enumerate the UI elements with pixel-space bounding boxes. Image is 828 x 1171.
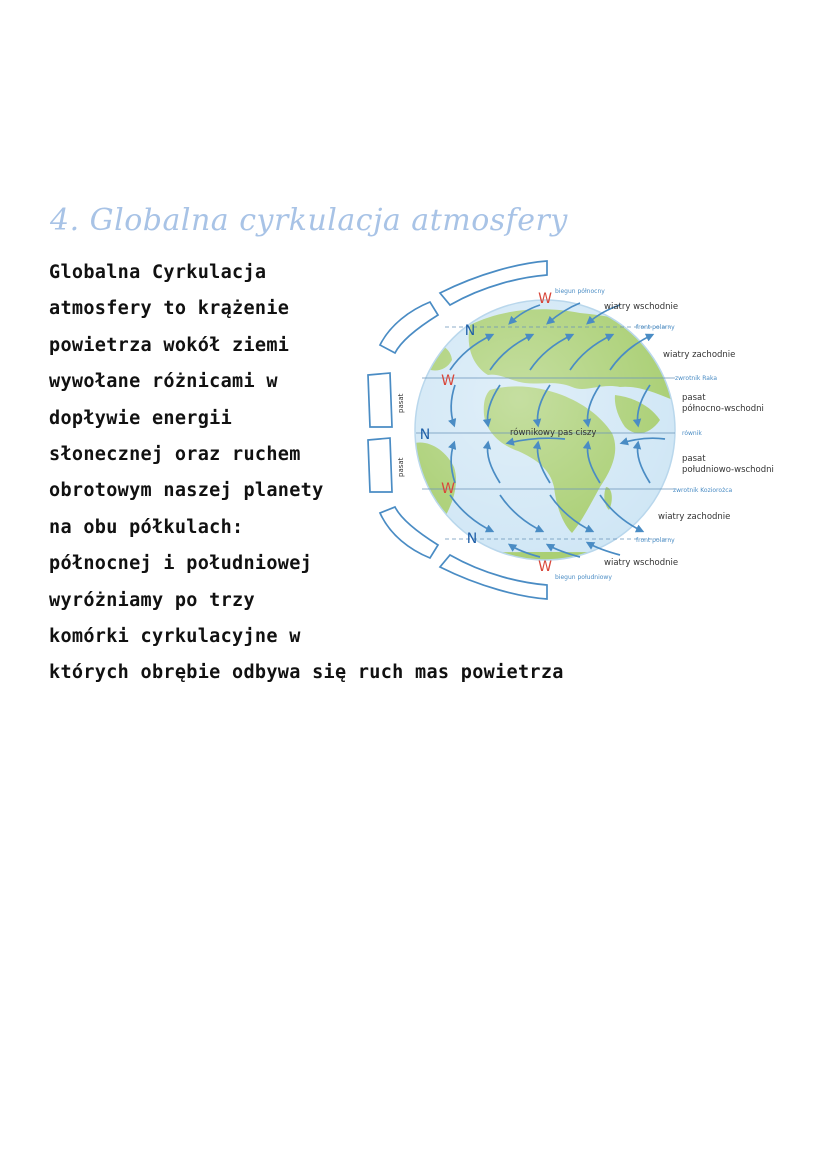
paragraph-line: których obrębie odbywa się ruch mas powietrza bbox=[49, 662, 564, 684]
pressure-marker-high: W bbox=[441, 481, 455, 497]
paragraph-line: słonecznej oraz ruchem bbox=[49, 443, 301, 465]
label-trade-wind-cell-south: pasat bbox=[397, 457, 405, 477]
label-polar-front-north: front polarny bbox=[636, 324, 675, 331]
label-trade-wind-cell-north: pasat bbox=[397, 393, 405, 413]
label-westerlies-north: wiatry zachodnie bbox=[663, 350, 736, 360]
label-tropic-of-capricorn: zwrotnik Koziorożca bbox=[673, 487, 733, 494]
paragraph-line: atmosfery to krążenie bbox=[49, 298, 290, 320]
label-north-pole: biegun północny bbox=[555, 288, 605, 295]
polar-cell-south bbox=[440, 555, 547, 599]
label-polar-easterlies-south: wiatry wschodnie bbox=[604, 558, 679, 568]
pressure-marker-low: N bbox=[466, 531, 478, 547]
paragraph-line: komórki cyrkulacyjne w bbox=[49, 625, 301, 647]
label-south-pole: biegun południowy bbox=[555, 574, 612, 581]
ferrel-cell-south bbox=[380, 507, 438, 558]
label-polar-easterlies-north: wiatry wschodnie bbox=[604, 302, 679, 312]
paragraph-line: wyróżniamy po trzy bbox=[49, 589, 255, 611]
pressure-marker-high: W bbox=[538, 291, 552, 307]
polar-cell-north bbox=[440, 261, 547, 305]
paragraph-line: dopływie energii bbox=[49, 407, 233, 429]
label-ne-trade-wind-direction: północno-wschodni bbox=[682, 404, 764, 414]
paragraph-line: północnej i południowej bbox=[49, 553, 313, 575]
hadley-cell-north bbox=[368, 373, 392, 427]
label-equator: równik bbox=[682, 430, 702, 437]
paragraph-line: wywołane różnicami w bbox=[49, 371, 278, 393]
label-doldrums: równikowy pas ciszy bbox=[510, 428, 597, 438]
label-ne-trade-wind: pasat bbox=[682, 393, 706, 403]
pressure-marker-high: W bbox=[538, 559, 552, 575]
pressure-marker-low: N bbox=[419, 427, 431, 443]
ferrel-cell-north bbox=[380, 302, 438, 353]
atmospheric-circulation-diagram bbox=[350, 255, 780, 605]
paragraph-line: obrotowym naszej planety bbox=[49, 480, 324, 502]
paragraph-line: Globalna Cyrkulacja bbox=[49, 262, 267, 283]
label-polar-front-south: front polarny bbox=[636, 537, 675, 544]
pressure-marker-high: W bbox=[441, 373, 455, 389]
paragraph-line: powietrza wokół ziemi bbox=[49, 334, 290, 356]
label-westerlies-south: wiatry zachodnie bbox=[658, 512, 731, 522]
hadley-cell-south bbox=[368, 438, 392, 492]
label-se-trade-wind: pasat bbox=[682, 454, 706, 464]
label-se-trade-wind-direction: południowo-wschodni bbox=[682, 465, 774, 475]
paragraph-line: na obu półkulach: bbox=[49, 516, 244, 538]
page-title: 4. Globalna cyrkulacja atmosfery bbox=[50, 203, 568, 238]
label-tropic-of-cancer: zwrotnik Raka bbox=[675, 375, 718, 382]
pressure-marker-low: N bbox=[464, 323, 476, 339]
